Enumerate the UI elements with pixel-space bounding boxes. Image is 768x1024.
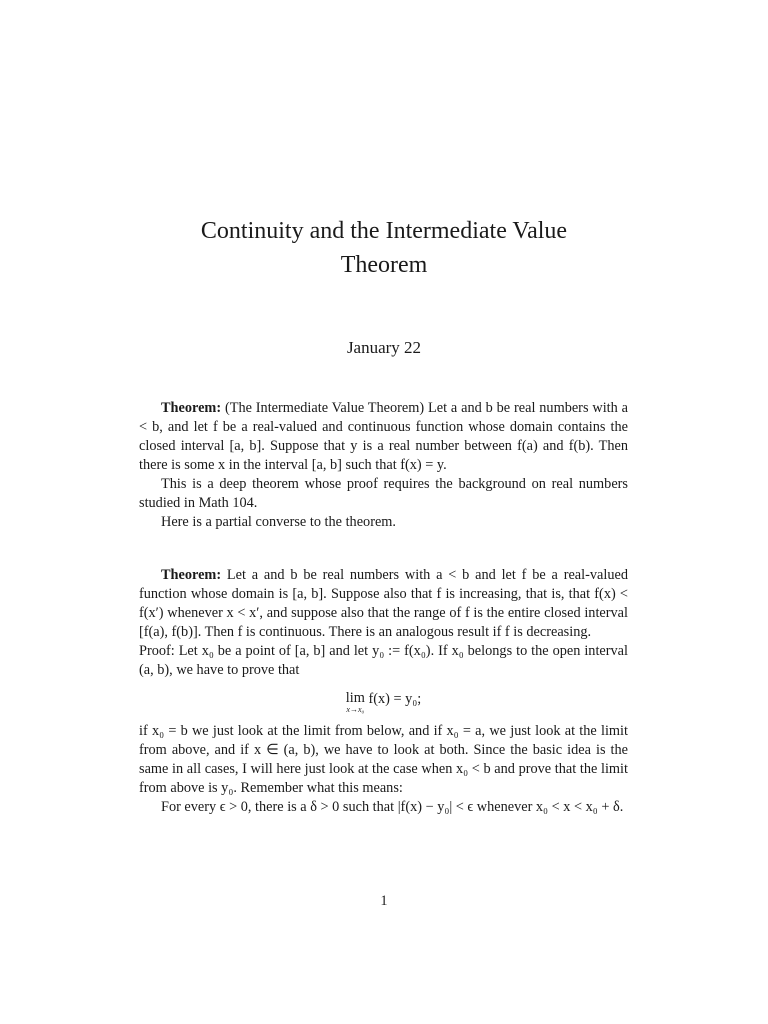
theorem-1-converse-intro: Here is a partial converse to the theorem.	[161, 514, 397, 530]
limit-operator	[346, 690, 365, 714]
page-title	[0, 214, 768, 282]
page-number: 1	[380, 893, 388, 909]
theorem-1-text: (The Intermediate Value Theorem) Let a and b be real numbers with a < b, and let f be a real-valued and continuous function whose domain contains the closed interval [a, b]. Suppose that y is a real number between f(a) and f(b). Then there is some x in the interval [a, b] such that f(x) = y.	[139, 400, 628, 473]
limit-expression: f(x) = y₀;	[364, 691, 422, 707]
proof-continuation: if x₀ = b we just look at the limit from below, and if x₀ = a, we just look at the limit from above, and if x ∈ (a, b), we have to look at both. Since the basic idea is the same in all cases, I will here just look at the case when x₀ < b and prove that the limit from above is y₀. Remember what this means:	[139, 723, 628, 796]
theorem-1-block	[139, 399, 628, 532]
theorem-1-paragraph	[139, 399, 628, 475]
document-date: January 22	[346, 338, 422, 357]
limit-symbol: lim	[345, 690, 365, 706]
theorem-2-block	[139, 566, 628, 817]
theorem-1-remark: This is a deep theorem whose proof requires the background on real numbers studied in Math 104.	[139, 476, 628, 511]
title-line-1: Continuity and the Intermediate Value	[200, 218, 568, 244]
theorem-2-label: Theorem:	[161, 567, 222, 583]
limit-subscript: x→x₀	[346, 705, 365, 714]
theorem-1-label: Theorem:	[161, 400, 222, 416]
proof-intro: Proof: Let x₀ be a point of [a, b] and let y₀ := f(x₀). If x₀ belongs to the open interval (a, b), we have to prove that	[139, 643, 628, 678]
epsilon-delta-paragraph: For every ϵ > 0, there is a δ > 0 such that |f(x) − y₀| < ϵ whenever x₀ < x < x₀ + δ.	[161, 799, 624, 815]
title-line-2: Theorem	[340, 252, 428, 278]
theorem-2-text: Let a and b be real numbers with a < b and let f be a real-valued function whose domain is [a, b]. Suppose also that f is increasing, that is, that f(x) < f(x′) whenever x < x′, and suppose also that the range of f is the entire closed interval [f(a), f(b)]. Then f is continuous. There is an analogous result if f is decreasing.	[139, 567, 628, 640]
theorem-2-paragraph	[139, 566, 628, 642]
limit-display-equation	[139, 690, 628, 714]
